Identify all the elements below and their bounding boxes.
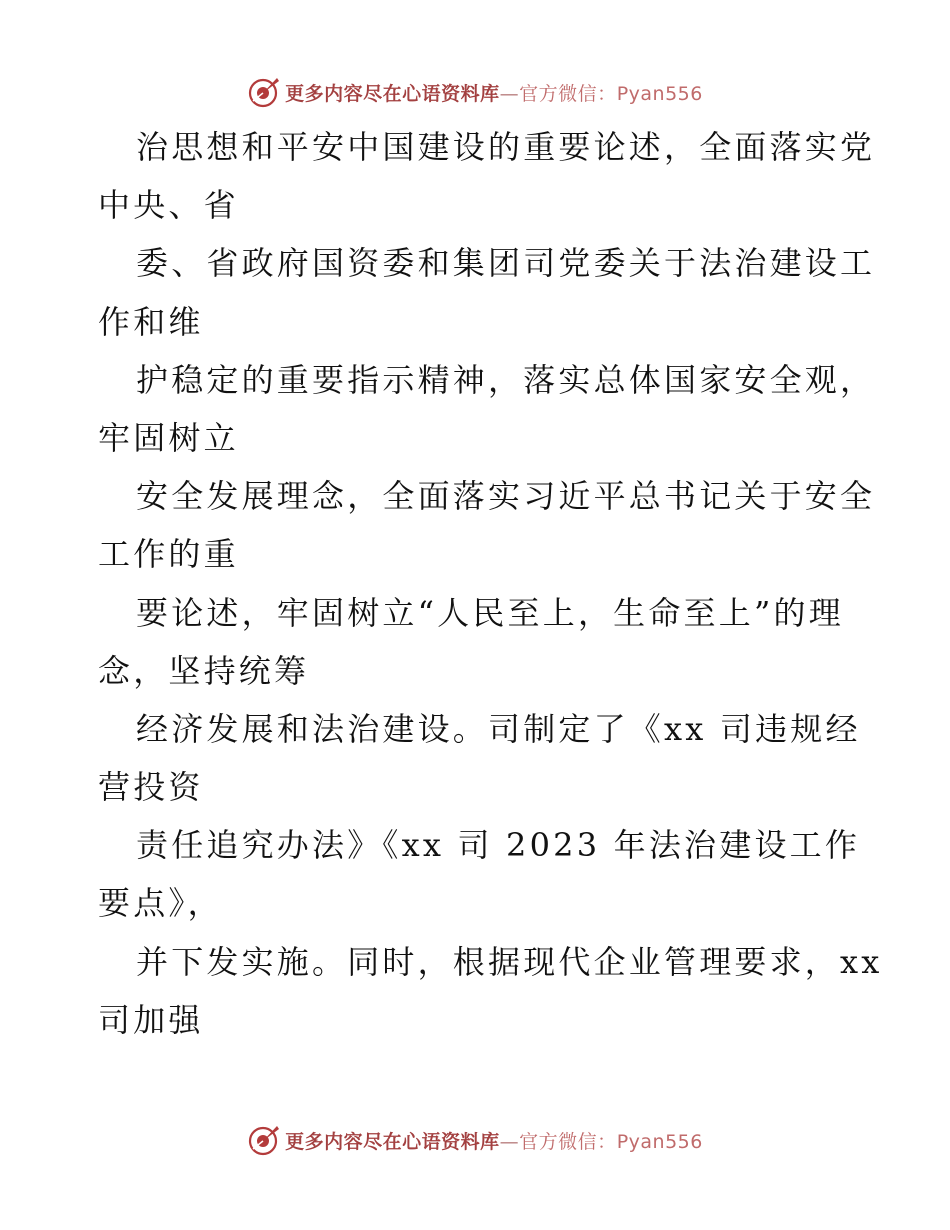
- banner-wechat-label: 官方微信：: [519, 1130, 617, 1153]
- body-line: 要点》，: [98, 884, 223, 923]
- banner-dash: —: [499, 1130, 520, 1153]
- header-banner: [0, 72, 950, 112]
- body-line: 作和维: [98, 302, 204, 341]
- body-line: 安全发展理念，全面落实习近平总书记关于安全: [136, 477, 876, 516]
- body-line: 司加强: [98, 1000, 204, 1039]
- body-line: 中央、省: [98, 186, 239, 225]
- banner-main-text: 更多内容尽在心语资料库: [285, 1130, 500, 1153]
- body-line: 念，坚持统筹: [98, 651, 310, 690]
- body-line: 要论述，牢固树立“人民至上，生命至上”的理: [136, 593, 844, 632]
- body-line: 责任追究办法》《xx 司 2023 年法治建设工作: [136, 826, 861, 865]
- body-line: 治思想和平安中国建设的重要论述，全面落实党: [136, 128, 876, 166]
- body-line: 经济发展和法治建设。司制定了《xx 司违规经: [136, 709, 861, 748]
- pen-logo-icon: [247, 75, 281, 109]
- body-line: 牢固树立: [98, 418, 239, 457]
- banner-text: [285, 79, 703, 106]
- footer-banner: [0, 1120, 950, 1160]
- banner-wechat-account: Pyan556: [616, 1130, 703, 1153]
- body-line: 委、省政府国资委和集团司党委关于法治建设工: [136, 244, 876, 283]
- banner-wechat-account: Pyan556: [616, 82, 703, 105]
- body-line: 护稳定的重要指示精神，落实总体国家安全观，: [136, 360, 876, 399]
- body-line: 并下发实施。同时，根据现代企业管理要求，xx: [136, 942, 883, 981]
- banner-text: [285, 1127, 703, 1154]
- banner-wechat-label: 官方微信：: [519, 82, 617, 105]
- pen-logo-icon: [247, 1123, 281, 1157]
- body-line: 工作的重: [98, 535, 239, 574]
- body-line: 营投资: [98, 768, 204, 807]
- document-body: [98, 118, 883, 1049]
- banner-dash: —: [499, 82, 520, 105]
- banner-main-text: 更多内容尽在心语资料库: [285, 82, 500, 105]
